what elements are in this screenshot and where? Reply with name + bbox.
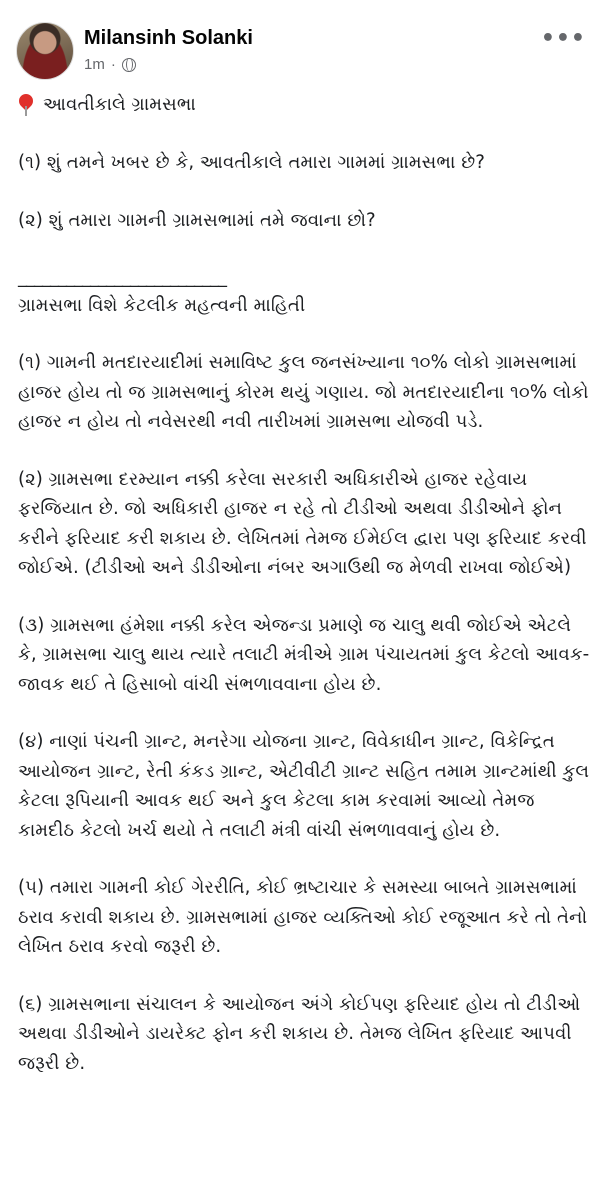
post-time[interactable]: 1m (84, 56, 105, 73)
post-title (18, 90, 592, 120)
divider-line: __________________________ (18, 266, 226, 288)
point-3: (૩) ગ્રામસભા હંમેશા નક્કી કરેલ એજન્ડા પ્રમાણે જ ચાલુ થવી જોઈએ એટલે કે, ગ્રામસભા ચાલુ થાય ત્યારે તલાટી મંત્રીએ ગ્રામ પંચાયતમાં કુલ કેટલો આવક-જાવક થઈ તે હિસાબો વાંચી સંભળાવવાના હોય છે. (18, 614, 590, 695)
point-1: (૧) ગામની મતદારયાદીમાં સમાવિષ્ટ કુલ જનસંખ્યાના ૧૦% લોકો ગ્રામસભામાં હાજર હોય તો જ ગ્રામસભાનું કોરમ થયું ગણાય. જો મતદારયાદીના ૧૦% લોકો હાજર ન હોય તો નવેસરથી નવી તારીખમાં ગ્રામસભા યોજવી પડે. (18, 352, 589, 432)
more-options-icon[interactable]: ••• (540, 26, 586, 51)
section-heading: ગ્રામસભા વિશે કેટલીક મહત્વની માહિતી (18, 294, 306, 316)
point-2: (૨) ગ્રામસભા દરમ્યાન નક્કી કરેલા સરકારી અધિકારીએ હાજર રહેવાય ફરજિયાત છે. જો અધિકારી હાજર ન રહે તો ટીડીઓ અથવા ડીડીઓને ફોન કરીને ફરિયાદ કરી શકાય છે. લેખિતમાં તેમજ ઈમેઈલ દ્વારા પણ ફરિયાદ કરવી જોઈએ. (ટીડીઓ અને ડીડીઓના નંબર અગાઉથી જ મેળવી રાખવા જોઈએ) (18, 468, 587, 578)
author-name[interactable]: Milansinh Solanki (84, 27, 253, 49)
post-meta (84, 56, 136, 73)
post-title-text: આવતીકાલે ગ્રામસભા (43, 94, 196, 115)
avatar[interactable] (16, 22, 74, 80)
point-5: (૫) તમારા ગામની કોઈ ગેરરીતિ, કોઈ ભ્રષ્ટાચાર કે સમસ્યા બાબતે ગ્રામસભામાં ઠરાવ કરાવી શકાય છે. ગ્રામસભામાં હાજર વ્યક્તિઓ કોઈ રજૂઆત કરે તો તેનો લેખિત ઠરાવ કરવો જરૂરી છે. (18, 877, 588, 957)
question-2: (૨) શું તમારા ગામની ગ્રામસભામાં તમે જવાના છો? (18, 210, 376, 231)
pin-icon (18, 94, 35, 116)
point-6: (૬) ગ્રામસભાના સંચાલન કે આયોજન અંગે કોઈપણ ફરિયાદ હોય તો ટીડીઓ અથવા ડીડીઓને ડાયરેક્ટ ફોન કરી શકાય છે. તેમજ લેખિત ફરિયાદ આપવી જરૂરી છે. (18, 993, 581, 1074)
meta-separator: · (110, 56, 116, 73)
globe-icon[interactable] (122, 58, 136, 72)
question-1: (૧) શું તમને ખબર છે કે, આવતીકાલે તમારા ગામમાં ગ્રામસભા છે? (18, 151, 485, 173)
point-4: (૪) નાણાં પંચની ગ્રાન્ટ, મનરેગા યોજના ગ્રાન્ટ, વિવેકાધીન ગ્રાન્ટ, વિકેન્દ્રિત આયોજન ગ્રાન્ટ, રેતી કંકડ ગ્રાન્ટ, એટીવીટી ગ્રાન્ટ સહિત તમામ ગ્રાન્ટમાંથી કુલ કેટલા રૂપિયાની આવક થઈ અને કુલ કેટલા કામ કરવામાં આવ્યો તેમજ કામદીઠ કેટલો ખર્ચ થયો તે તલાટી મંત્રી વાંચી સંભળાવવાનું હોય છે. (18, 731, 590, 841)
post-header (16, 22, 590, 82)
post-body (18, 90, 592, 1106)
